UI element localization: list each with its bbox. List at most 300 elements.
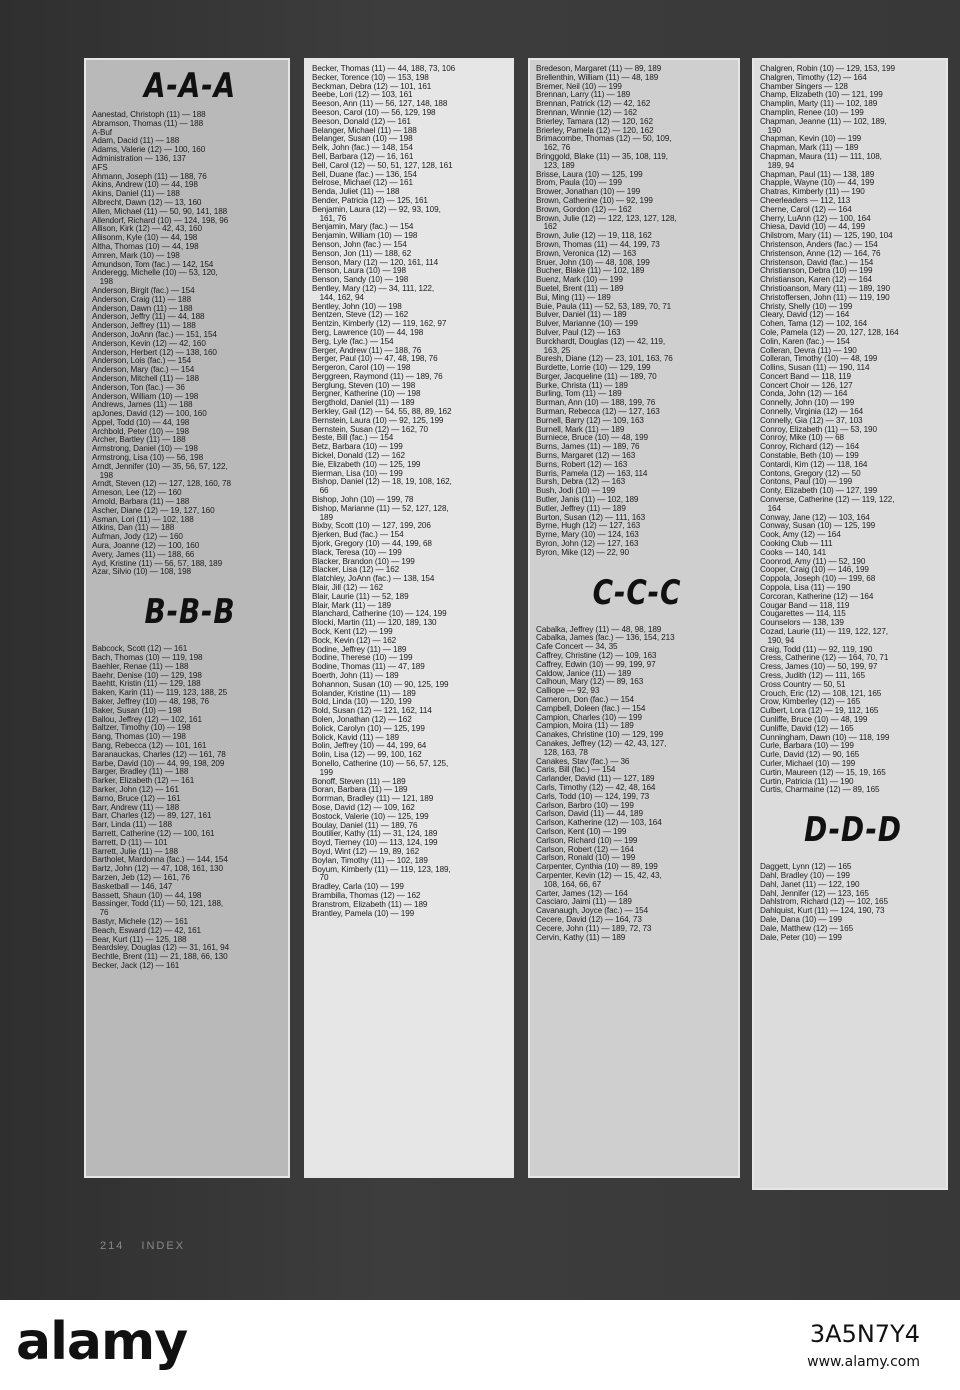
- index-entry: Atkins, Dan (11) — 188: [92, 522, 175, 533]
- index-entry: Bergthold, Daniel (11) — 189: [312, 397, 415, 408]
- index-entry: Barr, Charles (12) — 89, 127, 161: [92, 810, 212, 821]
- index-entry: Allendorf, Richard (10) — 124, 198, 96: [92, 214, 229, 225]
- index-entry: Carls, Todd (10) — 124, 199, 73: [536, 790, 650, 801]
- index-entry: Barr, Andrew (11) — 188: [92, 801, 180, 812]
- index-entry: Allen, Michael (11) — 50, 90, 141, 188: [92, 205, 228, 216]
- index-entry: Campbell, Doleen (fac.) — 154: [536, 702, 646, 713]
- index-entry: Albrecht, Dawn (12) — 13, 160: [92, 196, 202, 207]
- index-entry: 164: [767, 502, 781, 513]
- index-entry: Anderson, Mitchell (11) — 188: [92, 372, 199, 383]
- index-entry: Cook, Amy (12) — 164: [760, 529, 841, 540]
- index-entry: Beckman, Debra (12) — 101, 161: [312, 80, 432, 91]
- index-entry: Cress, Catherine (12) — 164, 70, 71: [760, 652, 889, 663]
- index-entry: Brown, Veronica (12) — 163: [536, 247, 637, 258]
- index-entry: Berg, Lyle (fac.) — 154: [312, 335, 394, 346]
- index-entry: Bodine, Therese (10) — 199: [312, 652, 413, 663]
- index-entry: Christioanson, Mary (11) — 189, 190: [760, 282, 890, 293]
- index-entry: Chapman, Maura (11) — 111, 108,: [760, 150, 882, 161]
- index-entry: Burns, James (11) — 189, 76: [536, 441, 640, 452]
- index-entry: Adams, Valerie (12) — 100, 160: [92, 144, 206, 155]
- section-heading: B-B-B: [144, 592, 236, 633]
- index-entry: Bernstein, Susan (12) — 162, 70: [312, 423, 428, 434]
- index-entry: Bringgold, Blake (11) — 35, 108, 119,: [536, 150, 668, 161]
- index-entry: Connelly, Gia (12) — 37, 103: [760, 414, 863, 425]
- index-column-3: [528, 58, 740, 1178]
- index-entry: Boyd, Wint (12) — 19, 89, 162: [312, 845, 420, 856]
- index-entry: Allison, Kirk (12) — 42, 43, 160: [92, 223, 202, 234]
- index-entry: Bell, Duane (fac.) — 136, 154: [312, 168, 417, 179]
- index-entry: Conda, John (12) — 164: [760, 388, 848, 399]
- index-entry: 108, 164, 66, 67: [543, 878, 602, 889]
- index-entry: 76: [99, 907, 109, 918]
- index-entry: Chiesa, David (10) — 44, 199: [760, 221, 865, 232]
- index-entry: Armstrong, Daniel (10) — 198: [92, 443, 198, 454]
- index-entry: Bang, Rebecca (12) — 101, 161: [92, 740, 207, 750]
- index-entry: Bernstein, Laura (10) — 92, 125, 199: [312, 414, 444, 425]
- index-entry: Becker, Thomas (11) — 44, 188, 73, 106: [312, 63, 456, 73]
- index-entry: Byrne, Hugh (12) — 127, 163: [536, 520, 641, 531]
- index-entry: Aufman, Jody (12) — 160: [92, 531, 183, 542]
- index-entry: Curtin, Patricia (11) — 190: [760, 775, 854, 786]
- index-entry: Cafe Concert — 34, 35: [536, 641, 618, 652]
- index-entry: Anderson, Birgit (fac.) — 154: [92, 284, 195, 295]
- index-entry: Bell, Barbara (12) — 16, 161: [312, 150, 414, 161]
- page-number: 214: [100, 1240, 125, 1252]
- index-entry: Dahl, Jennifer (12) — 123, 165: [760, 887, 869, 898]
- index-entry: Cohen, Tama (12) — 102, 164: [760, 318, 868, 329]
- index-entry: Bierman, Lisa (10) — 199: [312, 467, 403, 478]
- index-entry: Baehr, Denise (10) — 129, 198: [92, 669, 202, 680]
- index-entry: Brennan, Winnie (12) — 162: [536, 106, 637, 117]
- index-entry: Brown, Thomas (11) — 44, 199, 73: [536, 238, 660, 249]
- index-entry: Carls, Timothy (12) — 42, 48, 164: [536, 781, 656, 792]
- index-entry: Barr, Linda (11) — 188: [92, 819, 172, 830]
- index-entry: Casciaro, Jaimi (11) — 189: [536, 896, 632, 907]
- index-entry: Blocki, Martin (11) — 120, 189, 130: [312, 617, 437, 628]
- index-entry: Boutilier, Kathy (11) — 31, 124, 189: [312, 828, 438, 839]
- index-entry: Bergner, Katherine (10) — 198: [312, 388, 421, 399]
- index-entry: Amundson, Tom (fac.) — 142, 154: [92, 258, 214, 269]
- index-column-1: [84, 58, 290, 1178]
- column-entries: [306, 60, 512, 917]
- index-entry: Curle, David (12) — 90, 165: [760, 749, 860, 760]
- index-entry: Ayd, Kristine (11) — 56, 57, 188, 189: [92, 557, 223, 568]
- index-entry: Dahlquist, Kurt (11) — 124, 190, 73: [760, 905, 885, 916]
- index-entry: Bolick, Carolyn (10) — 125, 199: [312, 722, 425, 733]
- index-entry: Bock, Kent (12) — 199: [312, 626, 393, 636]
- index-entry: apJones, David (12) — 100, 160: [92, 408, 207, 419]
- index-entry: Bock, Kevin (12) — 162: [312, 634, 397, 645]
- index-entry: Bruer, John (10) — 48, 108, 199: [536, 256, 650, 267]
- index-entry: Cunliffe, Bruce (10) — 48, 199: [760, 713, 868, 724]
- index-entry: 189, 94: [767, 159, 795, 170]
- index-entry: Bishop, Marianne (11) — 52, 127, 128,: [312, 502, 449, 513]
- index-entry: 162, 76: [543, 142, 571, 153]
- index-entry: Bulver, Daniel (11) — 189: [536, 309, 627, 320]
- index-entry: Dale, Dana (10) — 199: [760, 913, 842, 924]
- index-entry: Constable, Beth (10) — 199: [760, 450, 859, 461]
- index-entry: Carlson, Barbro (10) — 199: [536, 799, 634, 810]
- index-entry: Brom, Paula (10) — 199: [536, 177, 622, 188]
- index-entry: Calliope — 92, 93: [536, 685, 600, 696]
- index-entry: Burton, Susan (12) — 111, 163: [536, 511, 646, 522]
- index-entry: Curler, Michael (10) — 199: [760, 757, 856, 768]
- index-entry: Cole, Pamela (12) — 20, 127, 128, 164: [760, 326, 899, 337]
- index-entry: Berkley, Gail (12) — 54, 55, 88, 89, 162: [312, 406, 452, 417]
- index-entry: Bolin, Jeffrey (10) — 44, 199, 64: [312, 740, 427, 751]
- index-entry: Cabalka, James (fac.) — 136, 154, 213: [536, 632, 675, 643]
- index-entry: Aanestad, Christoph (11) — 188: [92, 109, 206, 119]
- index-entry: Contons, Gregory (12) — 50: [760, 467, 861, 478]
- index-entry: Bulver, Paul (12) — 163: [536, 326, 621, 337]
- index-entry: Christy, Shelly (10) — 199: [760, 300, 853, 311]
- index-entry: Aura, Joanne (12) — 100, 160: [92, 540, 200, 551]
- index-entry: Baehler, Renae (11) — 188: [92, 660, 189, 671]
- index-entry: Cress, James (10) — 50, 199, 97: [760, 661, 878, 672]
- index-entry: Beardsley, Douglas (12) — 31, 161, 94: [92, 942, 230, 953]
- index-entry: Cecere, David (12) — 164, 73: [536, 913, 642, 924]
- index-entry: Cameron, Don (fac.) — 154: [536, 694, 634, 704]
- index-entry: 199: [319, 766, 333, 777]
- index-entry: Bose, David (12) — 109, 162: [312, 801, 415, 812]
- index-entry: Christenson, Anders (fac.) — 154: [760, 238, 878, 249]
- index-entry: AFS: [92, 161, 108, 172]
- index-entry: Christianson, Karen (12) — 164: [760, 274, 872, 285]
- index-entry: Bentley, John (10) — 198: [312, 300, 402, 311]
- index-entry: Corcoran, Katherine (12) — 164: [760, 590, 874, 601]
- index-entry: Conway, Susan (10) — 125, 199: [760, 520, 876, 531]
- index-entry: Blacker, Brandon (10) — 199: [312, 555, 415, 566]
- index-entry: Bursh, Debra (12) — 163: [536, 476, 626, 487]
- index-entry: Bassinger, Todd (11) — 50, 121, 188,: [92, 898, 224, 909]
- index-entry: Bodine, Thomas (11) — 47, 189: [312, 661, 425, 672]
- index-entry: Babcock, Scott (12) — 161: [92, 643, 188, 654]
- index-entry: Anderson, Jeffrey (11) — 188: [92, 320, 196, 331]
- index-entry: Abramson, Thomas (11) — 188: [92, 117, 204, 128]
- index-entry: Berglung, Steven (10) — 198: [312, 379, 416, 390]
- index-entry: Becker, Jack (12) — 161: [92, 959, 180, 970]
- index-entry: Avery, James (11) — 188, 66: [92, 548, 195, 559]
- index-entry: Burniece, Bruce (10) — 48, 199: [536, 432, 648, 443]
- index-entry: Blair, Jill (12) — 162: [312, 582, 383, 593]
- index-entry: Carlson, David (11) — 44, 189: [536, 808, 643, 819]
- index-entry: Concert Band — 118, 119: [760, 370, 852, 381]
- index-entry: Bonello, Catherine (10) — 56, 57, 125,: [312, 757, 449, 768]
- index-entry: Burnell, Barry (12) — 109, 163: [536, 414, 644, 425]
- index-entry: Cooper, Craig (10) — 146, 199: [760, 564, 869, 575]
- index-entry: Basketball — 146, 147: [92, 880, 173, 891]
- index-entry: Bulver, Marianne (10) — 199: [536, 318, 638, 329]
- index-entry: Benson, John (fac.) — 154: [312, 238, 407, 249]
- index-entry: Conty, Elizabeth (10) — 127, 199: [760, 485, 878, 496]
- index-entry: Cavanaugh, Joyce (fac.) — 154: [536, 905, 649, 916]
- index-entry: Anderson, Craig (11) — 188: [92, 293, 192, 304]
- column-entries: [754, 60, 946, 941]
- index-entry: Barker, John (12) — 161: [92, 783, 179, 794]
- index-entry: Carpenter, Cynthia (10) — 89, 199: [536, 861, 658, 872]
- index-entry: Chapman, Kevin (10) — 199: [760, 133, 862, 144]
- index-entry: Bolen, Jonathan (12) — 162: [312, 713, 412, 724]
- index-entry: Caris, Bill (fac.) — 154: [536, 764, 616, 775]
- index-entry: A-Buf: [92, 126, 112, 137]
- column-entries: [530, 60, 738, 941]
- index-entry: Boulay, Daniel (11) — 189, 76: [312, 819, 418, 830]
- index-entry: 70: [319, 872, 329, 883]
- index-entry: Cabalka, Jeffrey (11) — 48, 98, 189: [536, 623, 662, 634]
- index-entry: Cherne, Carol (12) — 164: [760, 203, 852, 214]
- page-footer: [100, 1240, 197, 1252]
- index-entry: Chapman, Paul (11) — 138, 189: [760, 168, 875, 179]
- index-entry: Anderson, Dawn (11) — 188: [92, 302, 193, 313]
- index-entry: Boyum, Kimberly (11) — 119, 123, 189,: [312, 863, 451, 874]
- index-entry: Barno, Bruce (12) — 161: [92, 792, 181, 803]
- index-entry: Barbe, David (10) — 44, 99, 198, 209: [92, 757, 225, 768]
- index-entry: Bell, Carol (12) — 50, 51, 127, 128, 161: [312, 159, 453, 170]
- index-entry: Brierley, Pamela (12) — 120, 162: [536, 124, 654, 135]
- index-entry: Bjork, Gregory (10) — 44, 199, 68: [312, 538, 432, 549]
- index-entry: Byron, John (12) — 127, 163: [536, 538, 639, 549]
- index-entry: Connelly, John (10) — 199: [760, 397, 855, 408]
- index-entry: Chatras, Kimberly (11) — 190: [760, 186, 865, 197]
- index-entry: Butler, Janis (11) — 102, 189: [536, 494, 639, 505]
- index-entry: Baken, Karin (11) — 119, 123, 188, 25: [92, 687, 228, 698]
- index-entry: Carpenter, Kevin (12) — 15, 42, 43,: [536, 869, 662, 880]
- index-entry: Barrett, D (11) — 101: [92, 836, 168, 847]
- index-entry: Craig, Todd (11) — 92, 119, 190: [760, 643, 873, 654]
- index-entry: Cooks — 140, 141: [760, 546, 827, 557]
- index-entry: Chilstrom, Mary (11) — 125, 190, 104: [760, 230, 893, 241]
- index-entry: Bach, Thomas (10) — 119, 198: [92, 652, 203, 663]
- section-heading: A-A-A: [144, 66, 236, 106]
- index-entry: Beeson, Ann (11) — 56, 127, 148, 188: [312, 98, 448, 109]
- index-entry: Bentley, Mary (12) — 34, 111, 122,: [312, 282, 435, 293]
- index-entry: Benjamin, Mary (fac.) — 154: [312, 221, 414, 232]
- index-entry: Bentzen, Steve (12) — 162: [312, 309, 409, 320]
- index-entry: Carlander, David (11) — 127, 189: [536, 773, 655, 784]
- index-entry: Arneson, Lee (12) — 160: [92, 487, 182, 498]
- index-entry: Burger, Jacqueline (11) — 189, 70: [536, 370, 657, 381]
- index-entry: Brennan, Larry (11) — 189: [536, 89, 631, 100]
- index-entry: Anderson, William (10) — 198: [92, 390, 199, 401]
- index-entry: Dahlstrom, Richard (12) — 102, 165: [760, 896, 888, 907]
- index-entry: Beeson, Carol (10) — 56, 129, 198: [312, 106, 436, 117]
- index-entry: 123, 189: [543, 159, 575, 170]
- index-entry: Anderson, Herbert (12) — 138, 160: [92, 346, 217, 357]
- index-entry: Champlin, Marty (11) — 102, 189: [760, 98, 878, 109]
- index-entry: Armstrong, Lisa (10) — 56, 198: [92, 452, 204, 463]
- index-entry: Belk, John (fac.) — 148, 154: [312, 142, 413, 153]
- index-entry: Baltzer, Timothy (10) — 198: [92, 722, 191, 733]
- index-column-4: [752, 58, 948, 1190]
- index-entry: Belanger, Susan (10) — 198: [312, 133, 413, 144]
- index-entry: Boerth, John (11) — 189: [312, 669, 399, 680]
- index-entry: Contons, Paul (10) — 199: [760, 476, 853, 487]
- index-entry: Caffrey, Edwin (10) — 99, 199, 97: [536, 658, 656, 669]
- index-entry: Cooking Club — 111: [760, 538, 833, 549]
- column-entries: [86, 60, 288, 970]
- index-entry: Brennan, Patrick (12) — 42, 162: [536, 98, 651, 109]
- index-entry: Buresh, Diane (12) — 23, 101, 163, 76: [536, 353, 673, 364]
- index-entry: Belrose, Michael (12) — 161: [312, 177, 413, 188]
- index-entry: Bishop, Daniel (12) — 18, 19, 108, 162,: [312, 476, 452, 487]
- index-entry: Culbert, Lora (12) — 19, 112, 165: [760, 705, 879, 716]
- index-entry: Bold, Linda (10) — 120, 199: [312, 696, 412, 707]
- index-entry: Conway, Jane (12) — 103, 164: [760, 511, 870, 522]
- index-entry: Butler, Jeffrey (11) — 189: [536, 502, 626, 513]
- index-entry: Barrett, Julie (11) — 188: [92, 845, 178, 856]
- index-entry: 189: [319, 511, 333, 522]
- index-entry: Contardi, Kim (12) — 118, 164: [760, 458, 868, 469]
- index-entry: Cross Country — 50, 51: [760, 678, 846, 689]
- index-entry: Chapman, Jeanne (11) — 102, 189,: [760, 115, 887, 126]
- index-entry: Baranauckas, Charles (12) — 161, 78: [92, 748, 226, 759]
- index-entry: Carlson, Ronald (10) — 199: [536, 852, 636, 863]
- index-entry: Bishop, John (10) — 199, 78: [312, 494, 414, 505]
- index-entry: Christenson, David (fac.) — 154: [760, 256, 874, 267]
- index-entry: Altha, Thomas (10) — 44, 198: [92, 240, 199, 251]
- index-entry: Byrne, Mary (10) — 124, 163: [536, 529, 639, 540]
- index-entry: Bold, Susan (12) — 121, 162, 114: [312, 705, 432, 716]
- index-entry: Dale, Peter (10) — 199: [760, 931, 842, 942]
- index-entry: Brierley, Tamara (12) — 120, 162: [536, 115, 653, 126]
- index-entry: Burckhardt, Douglas (12) — 42, 119,: [536, 335, 666, 346]
- index-entry: Campion, Moira (11) — 189: [536, 720, 634, 731]
- index-entry: Brown, Julie (12) — 122, 123, 127, 128,: [536, 212, 677, 223]
- index-entry: Buenz, Mark (10) — 199: [536, 274, 623, 285]
- index-entry: Borrman, Bradley (11) — 121, 189: [312, 793, 434, 804]
- index-entry: Bolander, Kristine (11) — 189: [312, 687, 416, 698]
- index-entry: Bergeron, Carol (10) — 198: [312, 362, 411, 373]
- index-entry: Baker, Susan (10) — 198: [92, 704, 182, 715]
- index-entry: Cunliffe, David (12) — 165: [760, 722, 854, 733]
- footer-label: INDEX: [141, 1240, 186, 1252]
- index-entry: 198: [99, 469, 113, 480]
- index-entry: Branstrom, Elizabeth (11) — 189: [312, 898, 428, 909]
- index-entry: Benson, Laura (10) — 198: [312, 265, 406, 276]
- watermark-url: www.alamy.com: [807, 1354, 920, 1370]
- index-entry: Brimacombe, Thomas (12) — 50, 109,: [536, 133, 672, 144]
- index-entry: Counselors — 138, 139: [760, 617, 844, 628]
- index-entry: Cozad, Laurie (11) — 119, 122, 127,: [760, 626, 888, 636]
- section-heading: C-C-C: [592, 572, 682, 613]
- index-entry: Converse, Catherine (12) — 119, 122,: [760, 494, 895, 505]
- index-entry: Benjamin, William (10) — 198: [312, 230, 418, 241]
- index-entry: Cervin, Kathy (11) — 189: [536, 931, 626, 942]
- index-entry: Anderson, Jeffry (11) — 44, 188: [92, 311, 205, 322]
- index-entry: Burnell, Mark (11) — 189: [536, 423, 625, 434]
- index-entry: Calhoun, Mary (12) — 89, 163: [536, 676, 644, 687]
- index-entry: 66: [319, 485, 329, 496]
- index-entry: Beeson, Donald (12) — 161: [312, 115, 411, 126]
- index-entry: Coonrod, Amy (11) — 52, 190: [760, 555, 866, 566]
- index-entry: Amren, Mark (10) — 198: [92, 249, 180, 260]
- index-entry: Bickel, Donald (12) — 162: [312, 450, 405, 461]
- index-entry: Anderegg, Michelle (10) — 53, 120,: [92, 267, 218, 278]
- index-entry: Carlson, Kent (10) — 199: [536, 825, 627, 836]
- index-entry: Coppola, Lisa (11) — 190: [760, 582, 851, 593]
- index-entry: 163, 25: [543, 344, 571, 355]
- index-entry: Brisse, Laura (10) — 125, 199: [536, 168, 643, 179]
- index-entry: Burdette, Lorrie (10) — 129, 199: [536, 362, 651, 373]
- index-entry: Anderson, Lois (fac.) — 154: [92, 355, 192, 366]
- index-entry: Conroy, Elizabeth (11) — 53, 190: [760, 423, 877, 434]
- index-entry: Asman, Lori (11) — 102, 188: [92, 513, 194, 524]
- index-entry: Buetel, Brent (11) — 189: [536, 282, 624, 293]
- index-entry: Akins, Daniel (11) — 188: [92, 188, 180, 199]
- index-entry: Crow, Kimberley (12) — 165: [760, 696, 861, 707]
- index-entry: Belanger, Michael (11) — 188: [312, 124, 417, 135]
- index-entry: Administration — 136, 137: [92, 152, 186, 163]
- index-entry: Benjamin, Laura (12) — 92, 93, 109,: [312, 203, 441, 214]
- index-entry: 190, 94: [767, 634, 795, 645]
- index-entry: Colleran, Devra (11) — 190: [760, 344, 857, 355]
- index-entry: Benda, Juliet (11) — 188: [312, 186, 400, 197]
- index-entry: Colleran, Timothy (10) — 48, 199: [760, 353, 878, 364]
- index-entry: Dahl, Janet (11) — 122, 190: [760, 878, 860, 889]
- index-entry: Bentzin, Kimberly (12) — 119, 162, 97: [312, 318, 447, 329]
- index-entry: Appel, Todd (10) — 44, 198: [92, 416, 190, 427]
- index-entry: Caldow, Janice (11) — 189: [536, 667, 632, 678]
- index-entry: Brown, Catherine (10) — 92, 199: [536, 194, 653, 205]
- index-entry: Canakes, Jeffrey (12) — 42, 43, 127,: [536, 737, 667, 748]
- alamy-logo: alamy: [16, 1312, 188, 1372]
- index-entry: Christenson, Anne (12) — 164, 76: [760, 247, 881, 258]
- index-entry: Cleary, David (12) — 164: [760, 309, 850, 320]
- index-entry: Akins, Andrew (10) — 44, 198: [92, 179, 198, 190]
- index-entry: Benson, Jon (11) — 188, 62: [312, 247, 412, 258]
- index-entry: Brambilla, Thomas (12) — 162: [312, 889, 421, 900]
- index-entry: Chapple, Wayne (10) — 44, 199: [760, 177, 875, 188]
- index-entry: Beebe, Lori (12) — 103, 161: [312, 89, 413, 100]
- index-entry: Cougarettes — 114, 115: [760, 608, 846, 619]
- index-entry: Curtin, Maureen (12) — 15, 19, 165: [760, 766, 886, 777]
- index-entry: Connelly, Virginia (12) — 164: [760, 406, 864, 417]
- index-entry: Champlin, Renee (10) — 199: [760, 106, 864, 117]
- index-entry: Berger, Paul (10) — 47, 48, 198, 76: [312, 353, 438, 364]
- index-entry: Arnold, Barbara (11) — 188: [92, 496, 190, 507]
- index-entry: Arndt, Jennifer (10) — 35, 56, 57, 122,: [92, 460, 228, 471]
- index-entry: Brellenthin, William (11) — 48, 189: [536, 71, 659, 82]
- index-entry: Brantley, Pamela (10) — 199: [312, 907, 415, 918]
- index-entry: Concert Choir — 126, 127: [760, 379, 853, 390]
- index-entry: Boran, Barbara (11) — 189: [312, 784, 408, 795]
- index-entry: Chamber Singers — 128: [760, 80, 848, 91]
- index-entry: Christoffersen, John (11) — 119, 190: [760, 291, 890, 302]
- index-entry: Baker, Jeffrey (10) — 48, 198, 76: [92, 696, 209, 707]
- index-entry: Berggreen, Raymond (11) — 189, 76: [312, 370, 443, 381]
- index-entry: Burns, Robert (12) — 163: [536, 458, 628, 469]
- index-entry: Archbold, Peter (10) — 198: [92, 425, 189, 436]
- index-entry: Crouch, Eric (12) — 108, 121, 165: [760, 687, 882, 698]
- index-entry: Barzen, Jeb (12) — 161, 76: [92, 871, 190, 882]
- index-entry: Bostock, Valerie (10) — 125, 199: [312, 810, 429, 821]
- index-entry: Blanchard, Catherine (10) — 124, 199: [312, 608, 447, 619]
- index-entry: 162: [543, 221, 557, 232]
- index-entry: Brower, Jonathan (10) — 199: [536, 186, 641, 197]
- index-entry: Bradley, Carla (10) — 199: [312, 881, 404, 892]
- index-entry: Canakes, Stav (fac.) — 36: [536, 755, 630, 766]
- index-entry: Bear, Kurt (11) — 125, 188: [92, 933, 187, 944]
- index-entry: Becker, Torence (10) — 153, 198: [312, 71, 429, 82]
- index-entry: Burke, Christa (11) — 189: [536, 379, 628, 390]
- section-heading: D-D-D: [804, 810, 902, 851]
- index-entry: Bechtle, Brent (11) — 21, 188, 66, 130: [92, 951, 228, 962]
- index-entry: Black, Teresa (10) — 199: [312, 546, 402, 557]
- index-entry: Ahmann, Joseph (11) — 188, 76: [92, 170, 207, 181]
- index-entry: Canakes, Christine (10) — 129, 199: [536, 729, 664, 740]
- index-entry: Bodine, Jeffrey (11) — 189: [312, 643, 407, 654]
- index-entry: Anderson, Ton (fac.) — 36: [92, 381, 185, 392]
